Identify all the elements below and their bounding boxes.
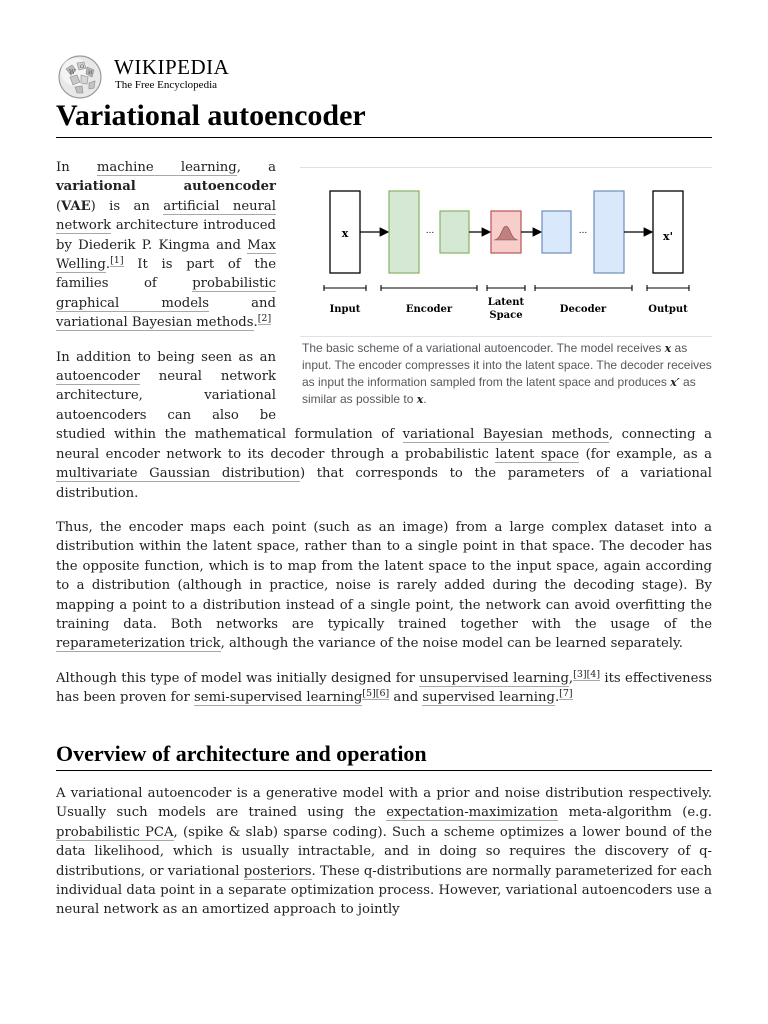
label-output: Output [648, 304, 688, 315]
math-x-prime: x′ [670, 376, 680, 389]
link-variational-bayesian-methods[interactable]: variational Bayesian methods [56, 315, 254, 331]
encoder-ellipsis: ... [425, 226, 435, 236]
decoder-ellipsis: ... [578, 226, 588, 236]
input-symbol: x [341, 227, 349, 240]
math-x: x [416, 393, 424, 406]
page-title: Variational autoencoder [56, 99, 366, 132]
wikipedia-tagline: The Free Encyclopedia [115, 79, 218, 91]
section-divider [56, 770, 712, 771]
math-x: x [664, 342, 672, 355]
encoder-layer-1 [389, 191, 419, 273]
stage-brackets [324, 285, 689, 291]
label-input: Input [329, 304, 361, 315]
link-reparameterization-trick[interactable]: reparameterization trick [56, 636, 221, 652]
article-body [56, 158, 712, 723]
link-machine-learning[interactable]: machine learning [96, 160, 237, 175]
link-semi-supervised-learning[interactable]: semi-supervised learning [194, 690, 363, 706]
link-autoencoder[interactable]: autoencoder [56, 369, 140, 385]
link-variational-bayesian-methods[interactable]: variational Bayesian methods [402, 427, 609, 443]
vae-diagram[interactable] [302, 168, 712, 334]
decoder-layer-1 [542, 211, 571, 253]
wikipedia-wordmark[interactable]: WIKIPEDIA [114, 55, 230, 79]
citation[interactable]: [1] [110, 255, 124, 267]
link-probabilistic-graphical-models[interactable]: probabilistic graphical models [56, 276, 276, 311]
citation[interactable]: [7] [559, 688, 573, 700]
paragraph-2: In addition to being seen as an autoencoder neural network architecture, variational autoencoders can also be studied within the mathematical formulation of variational Bayesian methods, connecting a neural encoder network to its decoder through a probabilistic latent space (for example, as a multivariate Gaussian distribution) that corresponds to the parameters of a variational distribution. [56, 349, 712, 501]
citation[interactable]: [5][6] [362, 688, 390, 700]
section-body [56, 784, 712, 920]
link-expectation-maximization[interactable]: expectation-maximization [386, 805, 559, 821]
link-artificial-neural-network[interactable]: artificial neural network [56, 198, 276, 234]
output-symbol: x' [663, 230, 673, 243]
svg-text:Ω: Ω [80, 64, 85, 70]
link-multivariate-gaussian[interactable]: multivariate Gaussian distribution [56, 466, 300, 482]
intro-paragraph: In machine learning, a variational autoencoder (VAE) is an artificial neural network architecture introduced by Diederik P. Kingma and Max Welling.[1] It is part of the families of probabilistic graphical models and variational Bayesian methods.[2] [56, 160, 276, 331]
section-heading: Overview of architecture and operation [56, 741, 427, 766]
link-probabilistic-pca[interactable]: probabilistic PCA [56, 824, 174, 840]
label-latent-line1: Latent [487, 297, 525, 308]
figure [300, 167, 714, 408]
title-divider [56, 137, 712, 138]
paragraph-4: Although this type of model was initially designed for unsupervised learning,[3][4] its effectiveness has been proven for semi-supervised learning[5][6] and supervised learning.[7] [56, 668, 713, 706]
encoder-layer-2 [440, 211, 469, 253]
link-supervised-learning[interactable]: supervised learning [422, 690, 555, 706]
decoder-layer-2 [594, 191, 624, 273]
label-decoder: Decoder [559, 304, 607, 315]
label-latent-line2: Space [489, 310, 523, 321]
wikipedia-globe-icon[interactable] [56, 53, 104, 101]
svg-text:W: W [69, 69, 76, 76]
link-latent-space[interactable]: latent space [495, 446, 580, 462]
link-posteriors[interactable]: posteriors [243, 863, 312, 879]
link-max-welling[interactable]: Max Welling [56, 237, 276, 273]
paragraph-3: Thus, the encoder maps each point (such as an image) from a large complex dataset into a distribution within the latent space, rather than to a single point in that space. The decoder has the opposite function, which is to map from the latent space to the input space, again according to a distribution (although in practice, noise is rarely added during the decoding stage). By mapping a point to a distribution instead of a single point, the network can avoid overfitting the training data. Both networks are typically trained together with the usage of the reparameterization trick, although the variance of the noise model can be learned separately. [56, 519, 712, 652]
vae-diagram-frame [300, 167, 712, 337]
svg-text:И: И [88, 70, 93, 76]
citation[interactable]: [2] [257, 313, 272, 325]
section-paragraph-1: A variational autoencoder is a generative model with a prior and noise distribution respectively. Usually such models are trained using the expectation-maximization meta-algorithm (e.g. probabilistic PCA, (spike & slab) sparse coding). Such a scheme optimizes a lower bound of the data likelihood, which is usually intractable, and in doing so requires the discovery of q-distributions, or variational posteriors. These q-distributions are normally parameterized for each individual data point in a separate optimization process. However, variational autoencoders use a neural network as an amortized approach to jointly [56, 786, 713, 918]
link-unsupervised-learning[interactable]: unsupervised learning [419, 670, 569, 686]
label-encoder: Encoder [405, 304, 453, 315]
citation[interactable]: [3][4] [573, 668, 601, 680]
figure-caption: The basic scheme of a variational autoencoder. The model receives x as input. The encoder compresses it into the latent space. The decoder receives as input the information sampled from the latent space and produces x′ as similar as possible to x. [302, 341, 712, 406]
